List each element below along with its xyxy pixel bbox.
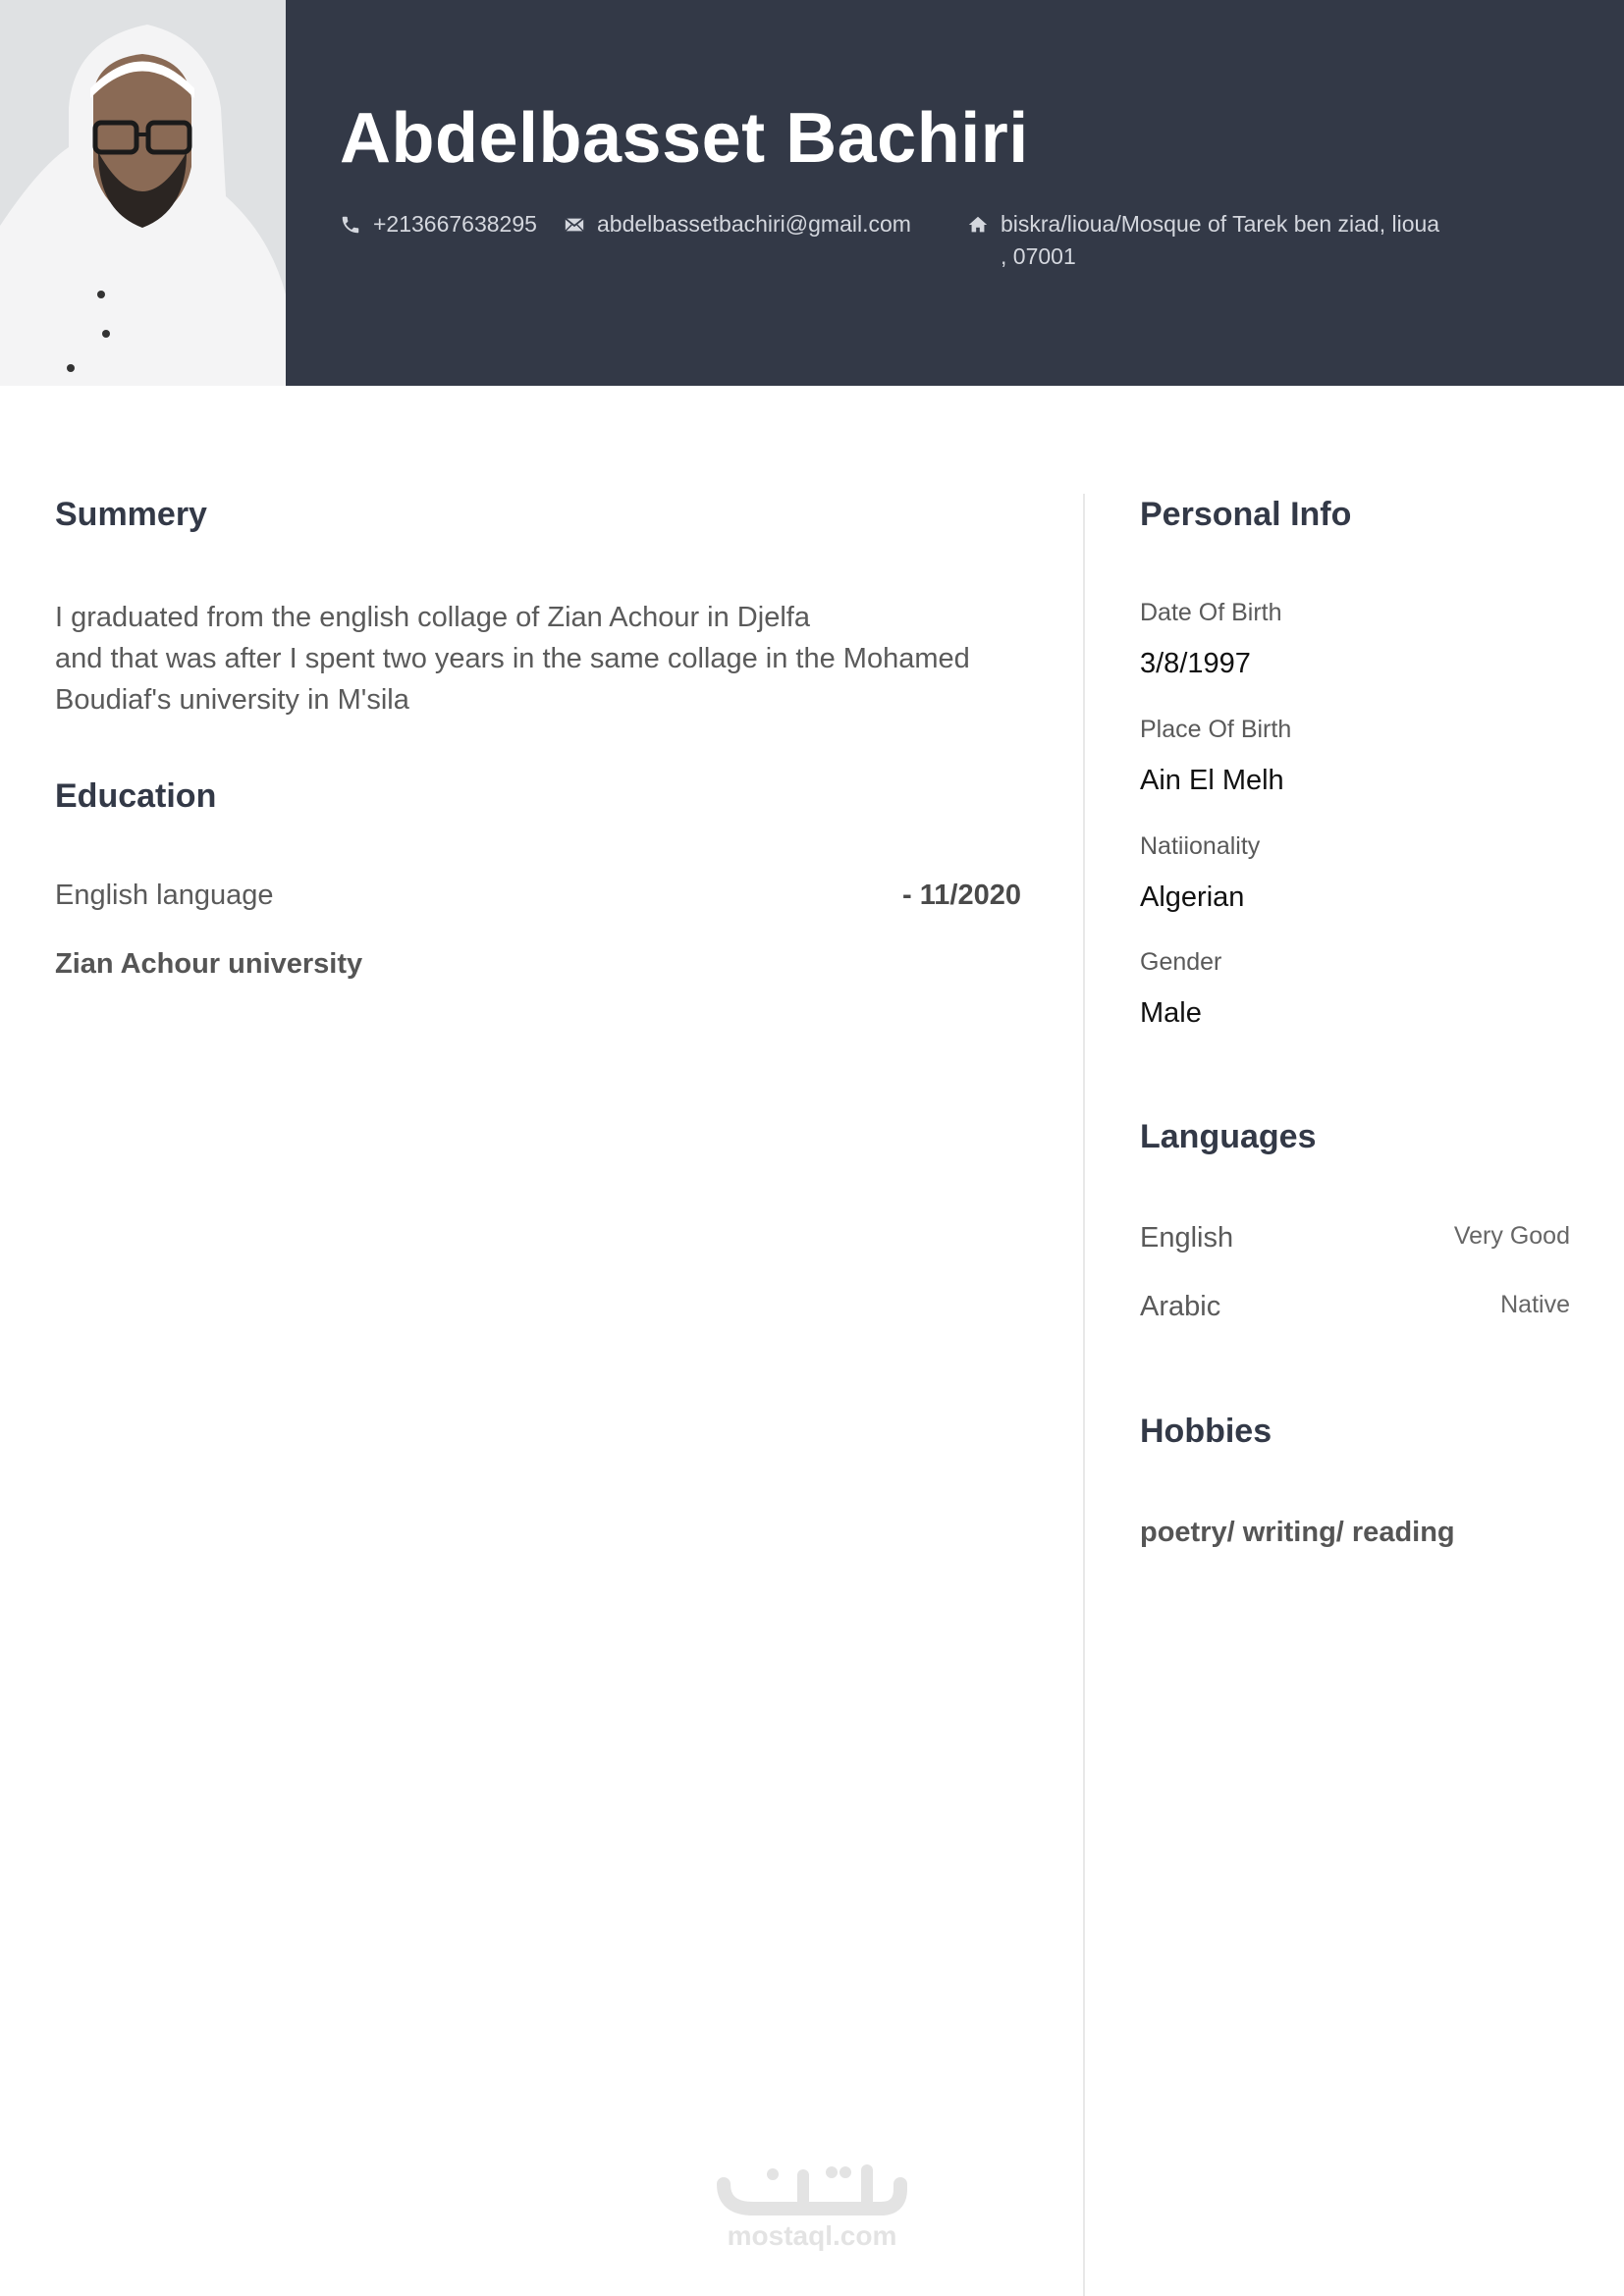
education-date: - 11/2020 <box>902 880 1021 911</box>
education-heading: Education <box>55 777 217 815</box>
summary-line-1: I graduated from the english collage of Zian Achour in Djelfa <box>55 602 810 633</box>
language-english: English <box>1140 1222 1234 1254</box>
language-arabic-level: Native <box>1500 1291 1570 1318</box>
summary-text <box>55 597 1037 721</box>
profile-photo-illustration <box>0 0 286 386</box>
address-line-1: biskra/lioua/Mosque of Tarek ben ziad, lioua <box>1001 211 1440 237</box>
pob-value: Ain El Melh <box>1140 765 1284 796</box>
nationality-label: Natiionality <box>1140 832 1261 860</box>
personal-info-heading: Personal Info <box>1140 496 1352 533</box>
dob-value: 3/8/1997 <box>1140 648 1251 679</box>
summary-heading: Summery <box>55 496 207 533</box>
phone-number: +213667638295 <box>373 211 537 237</box>
languages-heading: Languages <box>1140 1118 1317 1155</box>
nationality-value: Algerian <box>1140 881 1245 913</box>
column-divider <box>1083 494 1085 2296</box>
education-degree: English language <box>55 880 274 911</box>
gender-label: Gender <box>1140 948 1222 976</box>
dob-label: Date Of Birth <box>1140 599 1282 626</box>
email-address: abdelbassetbachiri@gmail.com <box>597 211 911 237</box>
language-english-level: Very Good <box>1453 1222 1570 1250</box>
hobbies-heading: Hobbies <box>1140 1413 1272 1450</box>
header-banner <box>0 0 1624 386</box>
summary-line-3: Boudiaf's university in M'sila <box>55 684 409 716</box>
language-arabic: Arabic <box>1140 1291 1221 1322</box>
mostaql-watermark <box>714 2155 910 2253</box>
gender-value: Male <box>1140 997 1202 1029</box>
phone-icon <box>340 214 361 236</box>
address-text <box>1001 208 1497 273</box>
education-school: Zian Achour university <box>55 948 363 980</box>
home-icon <box>967 214 989 236</box>
address-line-2: , 07001 <box>1001 243 1076 269</box>
summary-line-2: and that was after I spent two years in the same collage in the Mohamed <box>55 643 970 674</box>
svg-text:mostaql.com: mostaql.com <box>727 2220 897 2251</box>
hobbies-text: poetry/ writing/ reading <box>1140 1517 1455 1548</box>
candidate-name: Abdelbasset Bachiri <box>340 99 1029 178</box>
profile-photo <box>0 0 286 386</box>
pob-label: Place Of Birth <box>1140 716 1292 743</box>
mostaql-logo-icon <box>714 2155 910 2253</box>
email-icon <box>564 214 585 236</box>
